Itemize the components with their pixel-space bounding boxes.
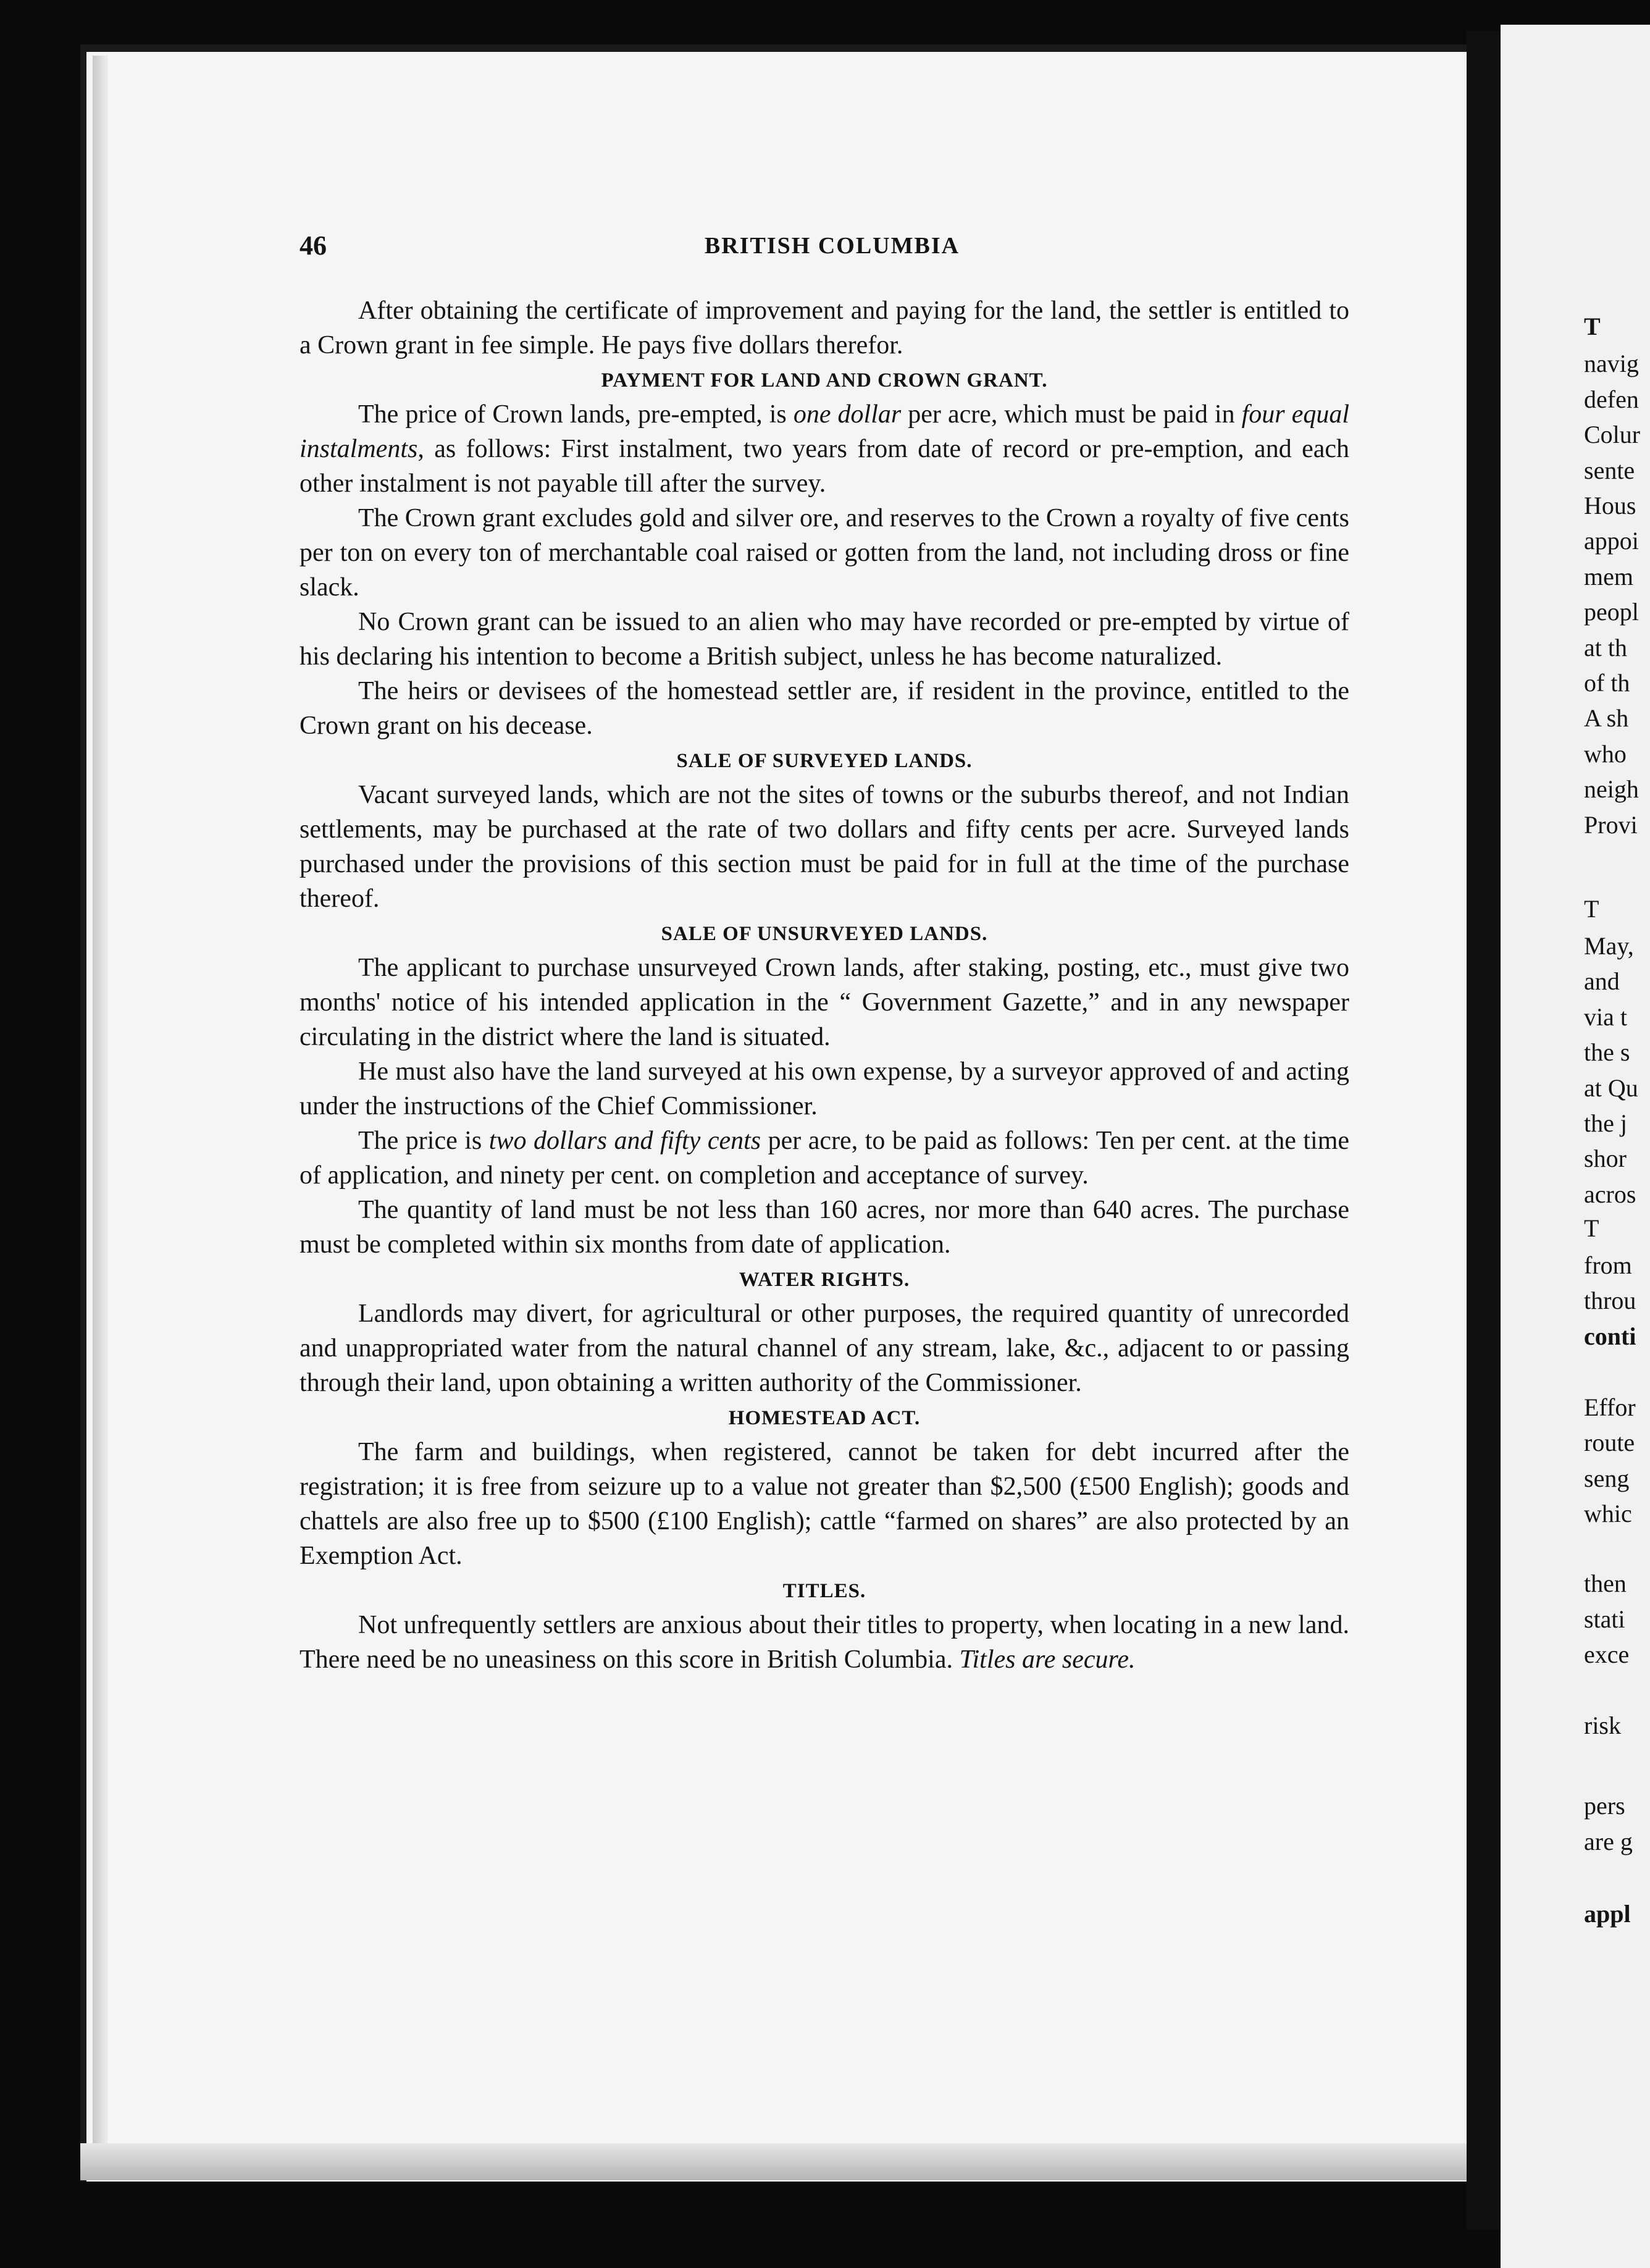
body-paragraph: Vacant surveyed lands, which are not the sites of towns or the suburbs thereof, and not Indian settlements, may be purchased at the rate of two dollars and fifty cents per acre. Surveyed lands purchased under the provisions of this section must be paid for in full at the time of the purchase thereof.	[299, 781, 1349, 913]
body-paragraph: The applicant to purchase unsurveyed Crown lands, after staking, posting, etc., must give two months' notice of his intended application in the “ Government Gazette,” and in any newspaper circulating in the district where the land is situated.	[299, 954, 1349, 1051]
adjacent-text: mem	[1584, 563, 1633, 590]
adjacent-text: T	[1584, 1214, 1599, 1242]
section-heading: WATER RIGHTS.	[739, 1269, 910, 1291]
body-paragraph: Landlords may divert, for agricultural or other purposes, the required quantity of unrecorded and unappropriated water from the natural channel of any stream, lake, &c., adjacent to or passing through their land, upon obtaining a written authority of the Commissioner.	[299, 1300, 1349, 1397]
adjacent-text: sente	[1584, 456, 1635, 484]
adjacent-text: of th	[1584, 669, 1630, 697]
section-heading: TITLES.	[782, 1580, 866, 1602]
adjacent-text: whic	[1584, 1500, 1632, 1527]
adjacent-text: who	[1584, 740, 1627, 768]
running-title: BRITISH COLUMBIA	[704, 233, 960, 259]
running-head	[299, 230, 1365, 267]
adjacent-text: Hous	[1584, 492, 1636, 519]
body-paragraph: Not unfrequently settlers are anxious about their titles to property, when locating in a new land. There need be no uneasiness on this score in British Columbia. Titles are secure.	[299, 1611, 1349, 1674]
adjacent-text: stati	[1584, 1605, 1625, 1633]
adjacent-text: at Qu	[1584, 1074, 1638, 1102]
adjacent-text: conti	[1584, 1322, 1636, 1350]
adjacent-text: throu	[1584, 1287, 1636, 1314]
adjacent-text: then	[1584, 1569, 1627, 1597]
adjacent-text: shor	[1584, 1144, 1627, 1172]
adjacent-text: the s	[1584, 1038, 1630, 1066]
adjacent-text: the j	[1584, 1109, 1627, 1137]
adjacent-text: seng	[1584, 1464, 1630, 1492]
section-heading: PAYMENT FOR LAND AND CROWN GRANT.	[601, 369, 1048, 392]
adjacent-text: appoi	[1584, 527, 1639, 555]
section-heading: SALE OF SURVEYED LANDS.	[676, 750, 973, 772]
page-number: 46	[299, 230, 327, 261]
body-paragraph: The quantity of land must be not less than 160 acres, nor more than 640 acres. The purchase must be completed within six months from date of application.	[299, 1196, 1349, 1259]
adjacent-text: from	[1584, 1251, 1632, 1279]
adjacent-text: Provi	[1584, 811, 1638, 839]
book-gutter	[1467, 31, 1501, 2230]
adjacent-text: risk	[1584, 1712, 1621, 1739]
intro-paragraph: After obtaining the certificate of improvement and paying for the land, the settler is entitled to a Crown grant in fee simple. He pays five dollars therefor.	[299, 296, 1349, 359]
body-paragraph: The heirs or devisees of the homestead settler are, if resident in the province, entitled to the Crown grant on his decease.	[299, 677, 1349, 740]
adjacent-text: A sh	[1584, 704, 1629, 732]
adjacent-text: T	[1584, 313, 1601, 340]
section-heading: HOMESTEAD ACT.	[728, 1407, 921, 1429]
body-paragraph: The price is two dollars and fifty cents per acre, to be paid as follows: Ten per cent. at the time of application, and ninety per cent. on completion and acceptance of survey.	[299, 1127, 1350, 1190]
adjacent-text: defen	[1584, 385, 1639, 413]
body-paragraph: No Crown grant can be issued to an alien who may have recorded or pre-empted by virtue of his declaring his intention to become a British subject, unless he has become naturalized.	[299, 608, 1349, 671]
adjacent-text: acros	[1584, 1180, 1636, 1208]
page-body	[299, 293, 1349, 1677]
adjacent-text: T	[1584, 895, 1599, 923]
adjacent-text: neigh	[1584, 775, 1639, 803]
adjacent-text: at th	[1584, 634, 1627, 662]
page-binding-edge	[93, 56, 108, 2168]
adjacent-text: route	[1584, 1429, 1635, 1456]
adjacent-text: via t	[1584, 1003, 1627, 1031]
body-paragraph: He must also have the land surveyed at his own expense, by a surveyor approved of and acting under the instructions of the Chief Commissioner.	[299, 1057, 1349, 1120]
adjacent-text: exce	[1584, 1640, 1630, 1668]
body-paragraph: The farm and buildings, when registered, cannot be taken for debt incurred after the registration; it is free from seizure up to a value not greater than $2,500 (£500 English); goods and chattels are also free up to $500 (£100 English); cattle “farmed on shares” are also protected by an Exemption Act.	[299, 1438, 1349, 1570]
body-paragraph: The Crown grant excludes gold and silver ore, and reserves to the Crown a royalty of five cents per ton on every ton of merchantable coal raised or gotten from the land, not including dross or fine slack.	[299, 504, 1349, 602]
body-paragraph: The price of Crown lands, pre-empted, is one dollar per acre, which must be paid in four equal instalments, as follows: First instalment, two years from date of record or pre-emption, and each other instalment is not payable till after the survey.	[299, 400, 1350, 498]
adjacent-text: and	[1584, 967, 1620, 995]
adjacent-page-fragment	[1501, 25, 1650, 2268]
adjacent-text: peopl	[1584, 598, 1639, 626]
adjacent-text: are g	[1584, 1828, 1633, 1855]
adjacent-text: Effor	[1584, 1393, 1636, 1421]
adjacent-text: Colur	[1584, 421, 1641, 448]
adjacent-text: pers	[1584, 1792, 1625, 1820]
page-bottom-shadow	[80, 2143, 1467, 2180]
adjacent-text: May,	[1584, 932, 1634, 960]
section-heading: SALE OF UNSURVEYED LANDS.	[661, 923, 988, 945]
adjacent-text: appl	[1584, 1900, 1631, 1928]
adjacent-text: navig	[1584, 350, 1639, 377]
